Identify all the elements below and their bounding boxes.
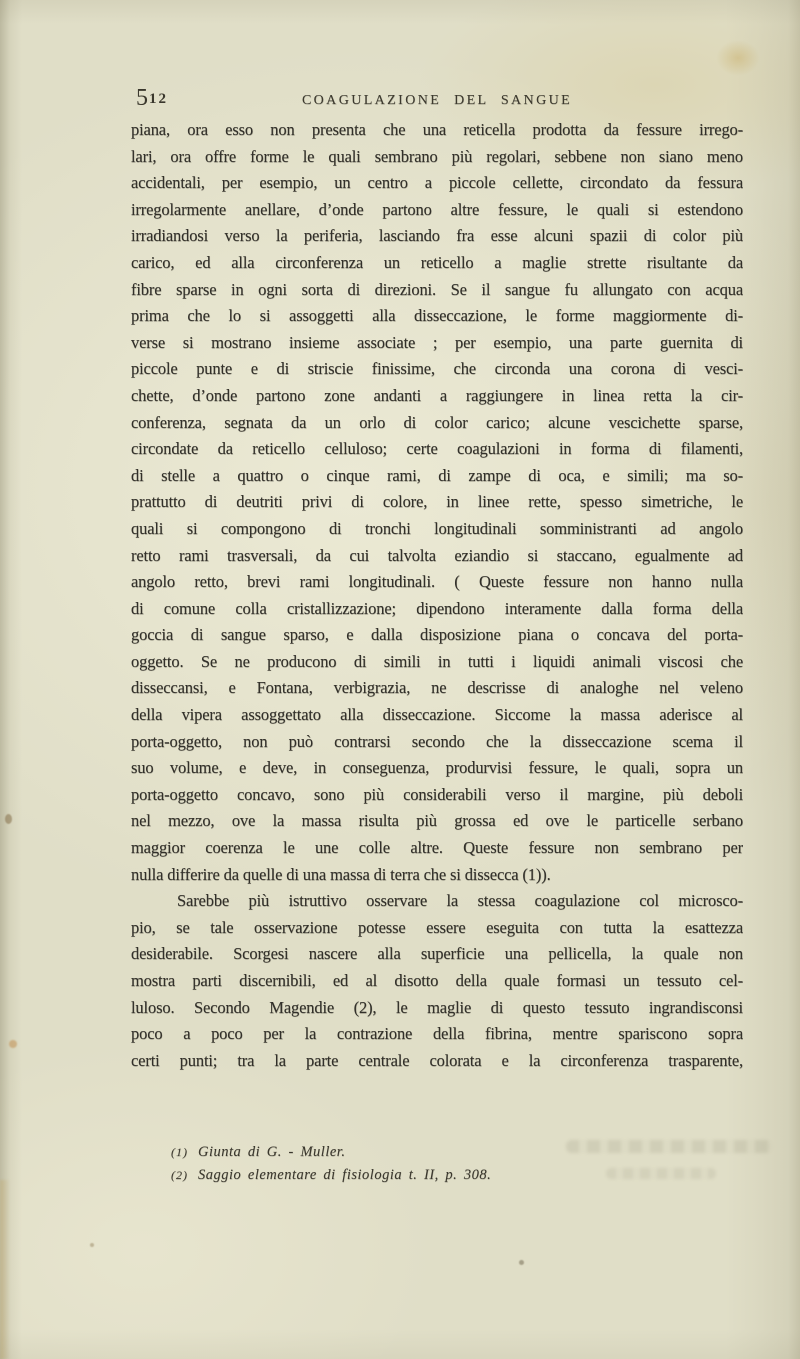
text-line: fibre sparse in ogni sorta di direzioni. Se il sangue fu allungato con acqua (131, 279, 743, 299)
footnote-text: Giunta di G. - Muller. (198, 1144, 346, 1160)
body-text (131, 117, 743, 1074)
text-line: certi punti; tra la parte centrale colorata e la circonferenza trasparente, (131, 1050, 743, 1070)
paper-speck (90, 1243, 94, 1247)
paper-edge-stain (0, 1180, 12, 1359)
text-line: goccia di sangue sparso, e dalla disposizione piana o concava del porta- (131, 625, 743, 645)
running-head (131, 86, 743, 116)
text-line: desiderabile. Scorgesi nascere alla superficie una pellicella, la quale non (131, 944, 743, 964)
text-line: chette, d’onde partono zone andanti a raggiungere in linea retta la cir- (131, 385, 743, 405)
paper-stain (716, 40, 760, 76)
text-line: irradiandosi verso la periferia, lasciando fra esse alcuni spazii di color più (131, 226, 743, 246)
footnotes (171, 1141, 621, 1186)
footnote (171, 1141, 621, 1164)
running-header-title: COAGULAZIONE DEL SANGUE (301, 93, 573, 108)
text-line: nulla differire da quelle di una massa di terra che si dissecca (1)). (131, 864, 551, 884)
text-line: piana, ora esso non presenta che una reticella prodotta da fessure irrego- (131, 120, 743, 139)
text-line: suo volume, e deve, in conseguenza, produrvisi fessure, le quali, sopra un (131, 758, 743, 778)
text-line: conferenza, segnata da un orlo di color carico; alcune vescichette sparse, (131, 412, 743, 432)
footnote (171, 1164, 621, 1187)
paper-speck (9, 1040, 17, 1048)
footnote-marker: (1) (171, 1145, 188, 1159)
text-line: nel mezzo, ove la massa risulta più grossa ed ove le particelle serbano (131, 811, 743, 831)
text-line: di comune colla cristallizzazione; dipendono interamente dalla forma della (131, 598, 743, 618)
text-line: Sarebbe più istruttivo osservare la stessa coagulazione col microsco- (177, 891, 743, 911)
text-line: disseccansi, e Fontana, verbigrazia, ne descrisse di analoghe nel veleno (131, 678, 743, 698)
paper-speck (5, 814, 12, 824)
text-line: della vipera assoggettato alla disseccazione. Siccome la massa aderisce al (131, 705, 743, 725)
text-line: lari, ora offre forme le quali sembrano più regolari, sebbene non siano meno (131, 146, 743, 166)
text-line: carico, ed alla circonferenza un reticello a maglie strette risultante da (131, 252, 743, 272)
text-line: poco a poco per la contrazione della fibrina, mentre spariscono sopra (131, 1024, 743, 1044)
text-line: angolo retto, brevi rami longitudinali. ( Queste fessure non hanno nulla (131, 572, 743, 592)
footnote-text: Saggio elementare di fisiologia t. II, p. 308. (198, 1166, 492, 1183)
paper-speck (519, 1260, 524, 1265)
text-line: retto rami trasversali, da cui talvolta eziandio si staccano, egualmente ad (131, 545, 743, 565)
text-line: piccole punte e di striscie finissime, che circonda una corona di vesci- (131, 359, 743, 379)
text-line: pio, se tale osservazione potesse essere eseguita con tutta la esattezza (131, 917, 743, 937)
footnote-marker: (2) (171, 1167, 188, 1182)
text-line: quali si compongono di tronchi longitudinali somministranti ad angolo (131, 518, 743, 538)
text-line: verse si mostrano insieme associate ; per esempio, una parte guernita di (131, 332, 743, 352)
text-line: circondate da reticello celluloso; certe coagulazioni in forma di filamenti, (131, 439, 743, 459)
text-line: prima che lo si assoggetti alla disseccazione, le forme maggiormente di- (131, 306, 743, 326)
text-line: accidentali, per esempio, un centro a piccole cellette, circondato da fessura (131, 173, 743, 193)
text-line: luloso. Secondo Magendie (2), le maglie di questo tessuto ingrandisconsi (131, 997, 743, 1017)
text-line: di stelle a quattro o cinque rami, di zampe di oca, e simili; ma so- (131, 465, 743, 485)
text-line: mostra parti discernibili, ed al disotto della quale formasi un tessuto cel- (131, 971, 743, 990)
text-line: oggetto. Se ne producono di simili in tutti i liquidi animali viscosi che (131, 651, 743, 671)
text-line: prattutto di deutriti privi di colore, in linee rette, spesso simetriche, le (131, 492, 743, 512)
page-number: 512 (136, 85, 168, 111)
show-through-smudge (606, 1168, 716, 1179)
text-line: maggior coerenza le une colle altre. Queste fessure non sembrano per (131, 838, 743, 858)
text-line: porta-oggetto concavo, sono più considerabili verso il margine, più deboli (131, 784, 743, 804)
text-line: porta-oggetto, non può contrarsi secondo che la disseccazione scema il (131, 731, 743, 751)
text-line: irregolarmente anellare, d’onde partono altre fessure, le quali si estendono (131, 199, 743, 219)
